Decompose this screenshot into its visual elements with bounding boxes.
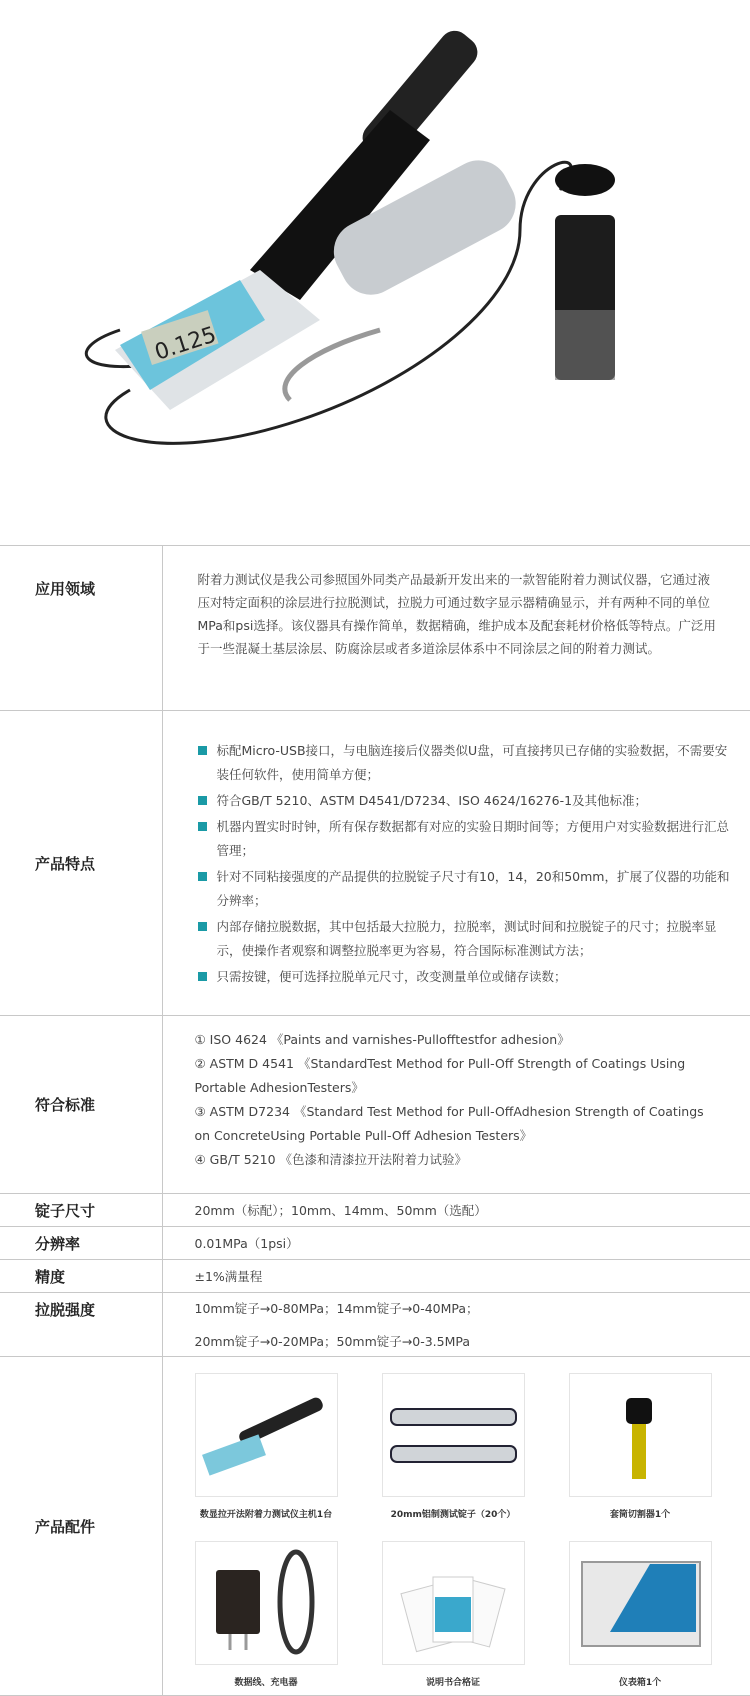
label-accuracy: 精度 — [0, 1260, 162, 1293]
resolution-text: 0.01MPa（1psi） — [162, 1227, 750, 1260]
accessory-card — [569, 1373, 712, 1527]
accuracy-text: ±1%满量程 — [162, 1260, 750, 1293]
display-value: 0.125 — [152, 322, 220, 365]
row-application — [0, 546, 750, 711]
label-dolly: 锭子尺寸 — [0, 1194, 162, 1227]
standard-item: ② ASTM D 4541 《StandardTest Method for Pull-Off Strength of Coatings Using Portable AdhesionTesters》 — [195, 1052, 711, 1100]
spec-table — [0, 545, 750, 1696]
row-strength — [0, 1293, 750, 1357]
label-application: 应用领域 — [0, 546, 162, 711]
standard-item: ① ISO 4624 《Paints and varnishes-Pullofftestfor adhesion》 — [195, 1028, 711, 1052]
accessory-card — [195, 1541, 338, 1695]
row-features — [0, 711, 750, 1016]
accessory-card — [382, 1541, 525, 1695]
dolly-text: 20mm（标配）；10mm、14mm、50mm（选配） — [162, 1194, 750, 1227]
accessory-caption: 仪表箱1个 — [569, 1675, 712, 1695]
accessory-card — [382, 1373, 525, 1527]
product-photo — [0, 0, 750, 530]
cutter-image — [569, 1373, 712, 1497]
label-standards: 符合标准 — [0, 1016, 162, 1194]
accessory-caption: 20mm铝制测试锭子（20个） — [382, 1507, 525, 1527]
strength-line: 10mm锭子→0-80MPa；14mm锭子→0-40MPa； — [195, 1299, 750, 1319]
accessory-caption: 数据线、充电器 — [195, 1675, 338, 1695]
standard-item: ④ GB/T 5210 《色漆和清漆拉开法附着力试验》 — [195, 1148, 711, 1172]
label-features: 产品特点 — [0, 711, 162, 1016]
accessory-card — [569, 1541, 712, 1695]
strength-line: 20mm锭子→0-20MPa；50mm锭子→0-3.5MPa — [195, 1332, 750, 1352]
accessory-caption: 数显拉开法附着力测试仪主机1台 — [195, 1507, 338, 1527]
row-resolution — [0, 1227, 750, 1260]
row-accuracy — [0, 1260, 750, 1293]
feature-item: 机器内置实时时钟，所有保存数据都有对应的实验日期时间等；方便用户对实验数据进行汇总管理； — [198, 815, 750, 863]
case-image — [569, 1541, 712, 1665]
label-accessories: 产品配件 — [0, 1357, 162, 1696]
accessory-card — [195, 1373, 338, 1527]
feature-item: 内部存储拉脱数据，其中包括最大拉脱力，拉脱率，测试时间和拉脱锭子的尺寸；拉脱率显示，使操作者观察和调整拉脱率更为容易，符合国际标准测试方法； — [198, 915, 750, 963]
label-resolution: 分辨率 — [0, 1227, 162, 1260]
row-standards — [0, 1016, 750, 1194]
application-text: 附着力测试仪是我公司参照国外同类产品最新开发出来的一款智能附着力测试仪器，它通过液压对特定面积的涂层进行拉脱测试，拉脱力可通过数字显示器精确显示，并有两种不同的单位MPa和psi选择。该仪器具有操作简单，数据精确，维护成本及配套耗材价格低等特点。广泛用于一些混凝土基层涂层、防腐涂层或者多道涂层体系中不同涂层之间的附着力测试。 — [198, 546, 750, 660]
accessory-caption: 套筒切割器1个 — [569, 1507, 712, 1527]
charger-image — [195, 1541, 338, 1665]
row-dolly — [0, 1194, 750, 1227]
feature-item: 只需按键，便可选择拉脱单元尺寸，改变测量单位或储存读数； — [198, 965, 750, 989]
manual-image — [382, 1541, 525, 1665]
feature-item: 针对不同粘接强度的产品提供的拉脱锭子尺寸有10，14，20和50mm，扩展了仪器的功能和分辨率； — [198, 865, 750, 913]
row-accessories — [0, 1357, 750, 1696]
feature-item: 标配Micro-USB接口，与电脑连接后仪器类似U盘，可直接拷贝已存储的实验数据，不需要安装任何软件，使用简单方便； — [198, 739, 750, 787]
main-unit-image — [195, 1373, 338, 1497]
dolly-image — [382, 1373, 525, 1497]
standard-item: ③ ASTM D7234 《Standard Test Method for Pull-OffAdhesion Strength of Coatings on ConcreteUsing Portable Pull-Off Adhesion Testers》 — [195, 1100, 711, 1148]
feature-item: 符合GB/T 5210、ASTM D4541/D7234、ISO 4624/16276-1及其他标准； — [198, 789, 750, 813]
label-strength: 拉脱强度 — [0, 1293, 162, 1357]
accessory-caption: 说明书合格证 — [382, 1675, 525, 1695]
